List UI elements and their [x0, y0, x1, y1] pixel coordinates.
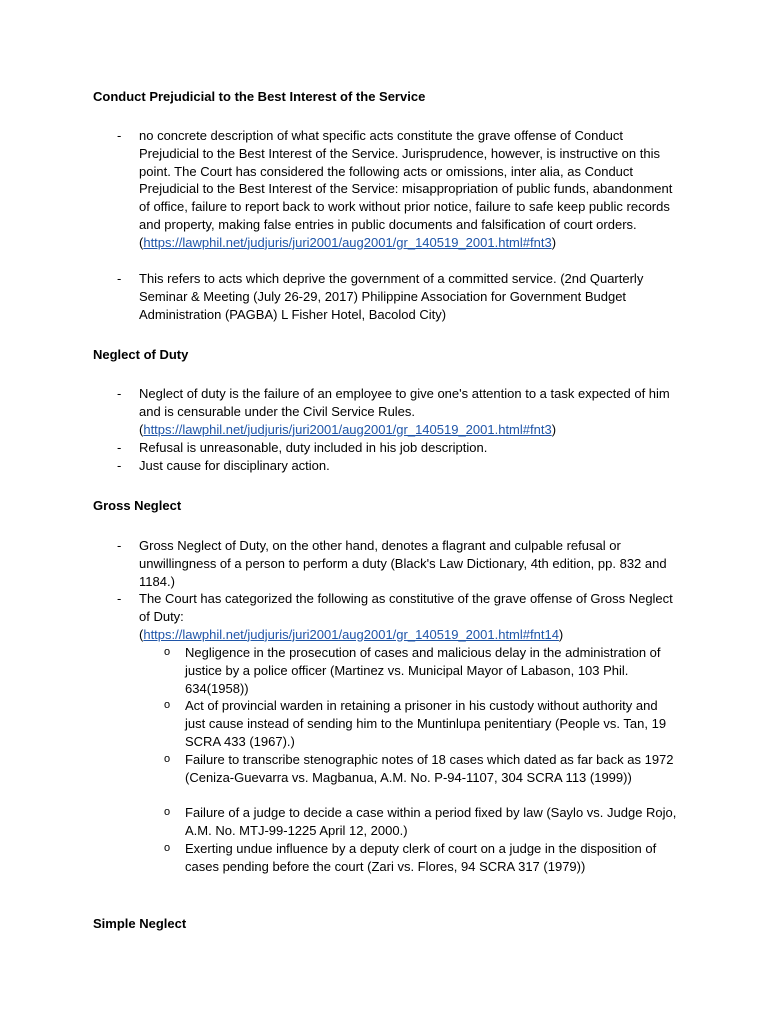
- section-heading-gross-neglect: Gross Neglect: [93, 498, 182, 513]
- bullet-item: [117, 439, 679, 457]
- bullet-item: [117, 457, 679, 475]
- dash-bullet: -: [117, 440, 122, 455]
- sub-bullet-text: Failure to transcribe stenographic notes of 18 cases which dated as far back as 1972 (Ceniza-Guevarra vs. Magbanua, A.M. No. P-94-1107, 304 SCRA 113 (1999)): [185, 752, 674, 785]
- sub-bullet-item: [164, 697, 679, 750]
- open-paren: (: [139, 421, 144, 437]
- bullet-text: Gross Neglect of Duty, on the other hand, denotes a flagrant and culpable refusal or unwillingness of a person to perform a duty (Black's Law Dictionary, 4th edition, pp. 832 and 1184.): [139, 538, 667, 589]
- citation-link[interactable]: https://lawphil.net/judjuris/juri2001/aug2001/gr_140519_2001.html#fnt3: [143, 234, 552, 250]
- close-paren: ): [558, 626, 564, 642]
- dash-bullet: -: [117, 458, 122, 473]
- circle-bullet: o: [164, 753, 171, 765]
- circle-bullet: o: [164, 646, 171, 658]
- sub-bullet-text: Negligence in the prosecution of cases and malicious delay in the administration of justice by a police officer (Martinez vs. Municipal Mayor of Labason, 103 Phil. 634(1958)): [185, 645, 661, 696]
- bullet-item: [117, 127, 679, 252]
- circle-bullet: o: [164, 806, 171, 818]
- open-paren: (: [139, 626, 144, 642]
- bullet-item: [117, 270, 679, 323]
- bullet-item: [117, 385, 679, 438]
- bullet-text: Refusal is unreasonable, duty included in his job description.: [139, 440, 488, 455]
- section-heading-neglect-of-duty: Neglect of Duty: [93, 347, 189, 362]
- bullet-item: [117, 590, 679, 643]
- sub-bullet-text: Failure of a judge to decide a case within a period fixed by law (Saylo vs. Judge Rojo, A.M. No. MTJ-99-1225 April 12, 2000.): [185, 805, 677, 838]
- open-paren: (: [139, 234, 144, 250]
- close-paren: ): [551, 234, 557, 250]
- sub-bullet-item: [164, 644, 679, 697]
- circle-bullet: o: [164, 699, 171, 711]
- dash-bullet: -: [117, 386, 122, 401]
- sub-bullet-item: [164, 840, 679, 876]
- bullet-text: Neglect of duty is the failure of an employee to give one's attention to a task expected of him and is censurable under the Civil Service Rules.: [139, 386, 670, 419]
- sub-bullet-item: [164, 751, 679, 787]
- citation-link[interactable]: https://lawphil.net/judjuris/juri2001/aug2001/gr_140519_2001.html#fnt14: [143, 626, 559, 642]
- section-heading-conduct-prejudicial: Conduct Prejudicial to the Best Interest of the Service: [93, 89, 426, 104]
- section-heading-simple-neglect: Simple Neglect: [93, 916, 187, 931]
- bullet-text: The Court has categorized the following as constitutive of the grave offense of Gross Neglect of Duty:: [139, 591, 673, 624]
- citation-link[interactable]: https://lawphil.net/judjuris/juri2001/aug2001/gr_140519_2001.html#fnt3: [143, 421, 552, 437]
- circle-bullet: o: [164, 842, 171, 854]
- sub-bullet-text: Exerting undue influence by a deputy clerk of court on a judge in the disposition of cases pending before the court (Zari vs. Flores, 94 SCRA 317 (1979)): [185, 841, 657, 874]
- dash-bullet: -: [117, 591, 122, 606]
- bullet-text: This refers to acts which deprive the government of a committed service. (2nd Quarterly Seminar & Meeting (July 26-29, 2017) Philippine Association for Government Budget Administration (PAGBA) L Fisher Hotel, Bacolod City): [139, 271, 644, 322]
- sub-bullet-item: [164, 804, 679, 840]
- bullet-item: [117, 537, 679, 590]
- dash-bullet: -: [117, 128, 122, 143]
- sub-bullet-text: Act of provincial warden in retaining a prisoner in his custody without authority and just cause instead of sending him to the Muntinlupa penitentiary (People vs. Tan, 19 SCRA 433 (1967).): [185, 698, 667, 749]
- close-paren: ): [551, 421, 557, 437]
- dash-bullet: -: [117, 538, 122, 553]
- bullet-text: no concrete description of what specific acts constitute the grave offense of Conduct Prejudicial to the Best Interest of the Service. Jurisprudence, however, is instructive on this point. The Court has considered the following acts or omissions, inter alia, as Conduct Prejudicial to the Best Interest of the Service: misappropriation of public funds, abandonment of office, failure to report back to work without prior notice, failure to safe keep public records and property, making false entries in public documents and falsification of court orders.: [139, 128, 673, 232]
- dash-bullet: -: [117, 271, 122, 286]
- bullet-text: Just cause for disciplinary action.: [139, 458, 330, 473]
